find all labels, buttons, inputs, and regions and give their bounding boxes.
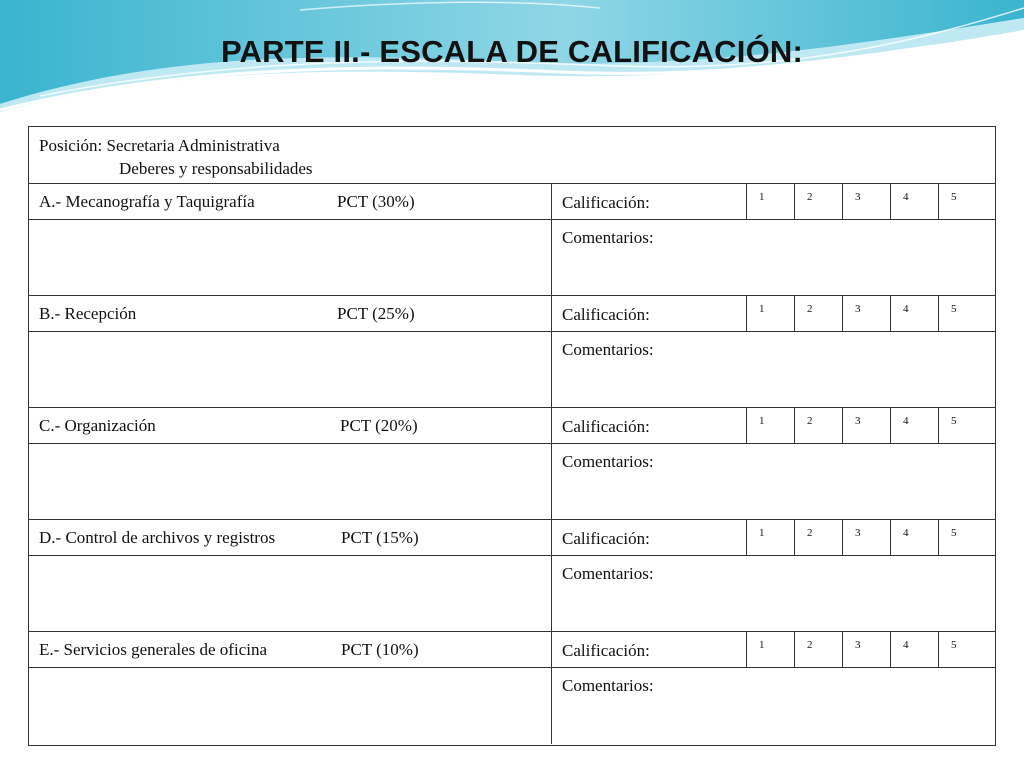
rating-row	[29, 632, 995, 668]
section-d	[29, 520, 995, 632]
score-option-1[interactable]: 1	[746, 184, 794, 219]
column-divider	[551, 408, 552, 520]
score-option-5[interactable]: 5	[938, 520, 986, 555]
section-a	[29, 184, 995, 296]
score-option-3[interactable]: 3	[842, 184, 890, 219]
duties-label: Deberes y responsabilidades	[119, 159, 313, 178]
rating-form	[28, 126, 996, 746]
comments-label: Comentarios:	[562, 452, 654, 471]
score-option-1[interactable]: 1	[746, 632, 794, 667]
comments-label: Comentarios:	[562, 340, 654, 359]
rating-row	[29, 408, 995, 444]
page-title: PARTE II.- ESCALA DE CALIFICACIÓN:	[220, 34, 803, 69]
column-divider	[551, 520, 552, 632]
comments-row	[29, 444, 995, 520]
score-option-4[interactable]: 4	[890, 408, 938, 443]
comments-row	[29, 332, 995, 408]
comments-label: Comentarios:	[562, 228, 654, 247]
column-divider	[551, 296, 552, 408]
score-option-3[interactable]: 3	[842, 296, 890, 331]
section-title: B.- Recepción	[39, 304, 137, 323]
section-title: E.- Servicios generales de oficina	[39, 640, 267, 659]
score-option-1[interactable]: 1	[746, 408, 794, 443]
rating-row	[29, 520, 995, 556]
rating-label: Calificación:	[562, 641, 650, 660]
column-divider	[551, 632, 552, 744]
rating-row	[29, 184, 995, 220]
rating-row	[29, 296, 995, 332]
comments-row	[29, 556, 995, 632]
score-option-3[interactable]: 3	[842, 520, 890, 555]
column-divider	[551, 184, 552, 296]
comments-row	[29, 220, 995, 296]
section-b	[29, 296, 995, 408]
score-option-3[interactable]: 3	[842, 408, 890, 443]
score-option-3[interactable]: 3	[842, 632, 890, 667]
score-option-1[interactable]: 1	[746, 296, 794, 331]
section-pct: PCT (20%)	[340, 416, 418, 435]
score-option-5[interactable]: 5	[938, 408, 986, 443]
comments-label: Comentarios:	[562, 564, 654, 583]
score-option-4[interactable]: 4	[890, 520, 938, 555]
score-option-2[interactable]: 2	[794, 184, 842, 219]
rating-label: Calificación:	[562, 193, 650, 212]
score-option-4[interactable]: 4	[890, 184, 938, 219]
position-header	[29, 127, 995, 184]
comments-row	[29, 668, 995, 744]
section-pct: PCT (25%)	[337, 304, 415, 323]
section-c	[29, 408, 995, 520]
score-option-4[interactable]: 4	[890, 632, 938, 667]
rating-label: Calificación:	[562, 305, 650, 324]
score-option-1[interactable]: 1	[746, 520, 794, 555]
score-option-2[interactable]: 2	[794, 632, 842, 667]
score-option-5[interactable]: 5	[938, 296, 986, 331]
section-title: C.- Organización	[39, 416, 156, 435]
section-title: D.- Control de archivos y registros	[39, 528, 276, 547]
score-option-2[interactable]: 2	[794, 408, 842, 443]
comments-label: Comentarios:	[562, 676, 654, 695]
section-e	[29, 632, 995, 744]
score-option-4[interactable]: 4	[890, 296, 938, 331]
rating-label: Calificación:	[562, 417, 650, 436]
score-option-2[interactable]: 2	[794, 520, 842, 555]
position-label: Posición: Secretaria Administrativa	[39, 136, 280, 155]
section-pct: PCT (10%)	[341, 640, 419, 659]
section-pct: PCT (15%)	[341, 528, 419, 547]
score-option-2[interactable]: 2	[794, 296, 842, 331]
section-title: A.- Mecanografía y Taquigrafía	[39, 192, 255, 211]
section-pct: PCT (30%)	[337, 192, 415, 211]
score-option-5[interactable]: 5	[938, 632, 986, 667]
score-option-5[interactable]: 5	[938, 184, 986, 219]
rating-label: Calificación:	[562, 529, 650, 548]
